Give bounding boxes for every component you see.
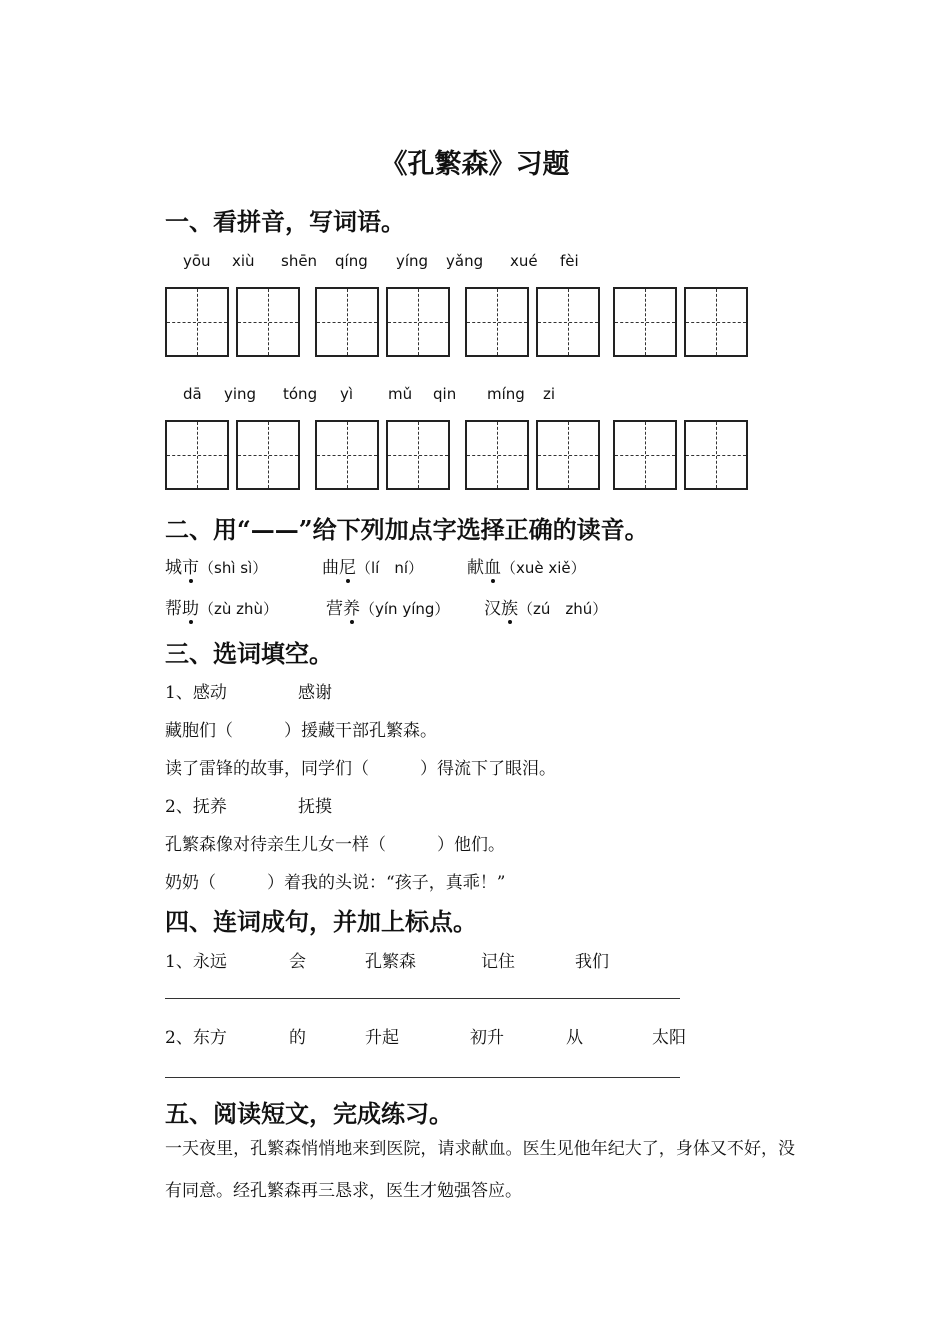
word-item: 会 xyxy=(289,952,306,972)
pinyin-options: （zú zhú） xyxy=(518,600,608,618)
word-choice-2: 2、抚养 xyxy=(165,797,227,817)
answer-line[interactable] xyxy=(165,1077,680,1078)
pinyin-syllable: tóng xyxy=(283,385,318,403)
section-3-heading: 三、选词填空。 xyxy=(165,639,333,668)
writing-box[interactable] xyxy=(315,287,379,357)
writing-box[interactable] xyxy=(613,420,677,490)
answer-line[interactable] xyxy=(165,998,680,999)
writing-box[interactable] xyxy=(386,287,450,357)
word-choice-1: 1、感动 xyxy=(165,683,227,703)
pinyin-options: （shì sì） xyxy=(199,559,268,577)
writing-box[interactable] xyxy=(165,287,229,357)
pinyin-syllable: zi xyxy=(543,385,556,403)
char: 曲 xyxy=(322,558,339,578)
dotted-char: 养 xyxy=(343,594,360,619)
dotted-char: 族 xyxy=(501,594,518,619)
pinyin-syllable: dā xyxy=(183,385,202,403)
writing-box[interactable] xyxy=(165,420,229,490)
word-item: 1、永远 xyxy=(165,952,227,972)
pinyin-syllable: yì xyxy=(340,385,354,403)
word-item: 我们 xyxy=(575,952,609,972)
pinyin-syllable: ying xyxy=(224,385,257,403)
writing-box[interactable] xyxy=(536,287,600,357)
pinyin-syllable: fèi xyxy=(560,252,579,270)
char: 献 xyxy=(467,558,484,578)
section-1-heading: 一、看拼音，写词语。 xyxy=(165,207,405,236)
word-item: 记住 xyxy=(481,952,515,972)
pinyin-syllable: míng xyxy=(487,385,525,403)
writing-box[interactable] xyxy=(386,420,450,490)
pinyin-syllable: yǎng xyxy=(446,252,484,270)
section-4-heading: 四、连词成句，并加上标点。 xyxy=(165,907,477,936)
word-item: 从 xyxy=(566,1028,583,1048)
word-item: 升起 xyxy=(365,1028,399,1048)
reading-passage: 一天夜里，孔繁森悄悄地来到医院，请求献血。医生见他年纪大了，身体又不好，没有同意。经孔繁森再三恳求，医生才勉强答应。 xyxy=(165,1139,795,1201)
word-choice-2b: 抚摸 xyxy=(298,797,332,817)
pinyin-options: （xuè xiě） xyxy=(501,559,586,577)
word-choice-1b: 感谢 xyxy=(298,683,332,703)
pronunciation-item xyxy=(322,553,423,578)
pinyin-options: （yín yíng） xyxy=(360,600,450,618)
char: 城 xyxy=(165,558,182,578)
pinyin-syllable: qin xyxy=(433,385,457,403)
pinyin-syllable: qíng xyxy=(335,252,368,270)
writing-box[interactable] xyxy=(684,420,748,490)
pinyin-syllable: xué xyxy=(510,252,538,270)
fill-sentence: 孔繁森像对待亲生儿女一样（ ）他们。 xyxy=(165,835,505,855)
writing-box[interactable] xyxy=(236,420,300,490)
pinyin-syllable: yíng xyxy=(396,252,429,270)
writing-box[interactable] xyxy=(684,287,748,357)
word-item: 孔繁森 xyxy=(365,952,416,972)
fill-sentence: 奶奶（ ）着我的头说：“孩子，真乖！” xyxy=(165,873,506,893)
pinyin-syllable: shēn xyxy=(281,252,318,270)
fill-sentence: 读了雷锋的故事，同学们（ ）得流下了眼泪。 xyxy=(165,759,556,779)
writing-box[interactable] xyxy=(236,287,300,357)
page-title: 《孔繁森》习题 xyxy=(380,149,570,180)
writing-box[interactable] xyxy=(613,287,677,357)
pronunciation-item xyxy=(326,594,449,619)
char: 营 xyxy=(326,599,343,619)
dotted-char: 血 xyxy=(484,553,501,578)
word-item: 2、东方 xyxy=(165,1028,227,1048)
writing-box[interactable] xyxy=(465,420,529,490)
pronunciation-item xyxy=(467,553,586,578)
pinyin-syllable: mǔ xyxy=(388,385,413,403)
pinyin-syllable: xiù xyxy=(232,252,255,270)
pinyin-syllable: yōu xyxy=(183,252,211,270)
word-item: 太阳 xyxy=(652,1028,686,1048)
word-item: 初升 xyxy=(470,1028,504,1048)
section-2-heading: 二、用“——”给下列加点字选择正确的读音。 xyxy=(165,515,649,544)
pronunciation-item xyxy=(165,553,267,578)
word-item: 的 xyxy=(289,1028,306,1048)
pronunciation-item xyxy=(165,594,278,619)
char: 帮 xyxy=(165,599,182,619)
writing-box[interactable] xyxy=(536,420,600,490)
pinyin-options: （lí ní） xyxy=(356,559,424,577)
char: 汉 xyxy=(484,599,501,619)
fill-sentence: 藏胞们（ ）援藏干部孔繁森。 xyxy=(165,721,437,741)
pinyin-options: （zù zhù） xyxy=(199,600,279,618)
writing-box[interactable] xyxy=(315,420,379,490)
pronunciation-item xyxy=(484,594,607,619)
section-5-heading: 五、阅读短文，完成练习。 xyxy=(165,1099,453,1128)
dotted-char: 市 xyxy=(182,553,199,578)
writing-box[interactable] xyxy=(465,287,529,357)
dotted-char: 助 xyxy=(182,594,199,619)
dotted-char: 尼 xyxy=(339,553,356,578)
